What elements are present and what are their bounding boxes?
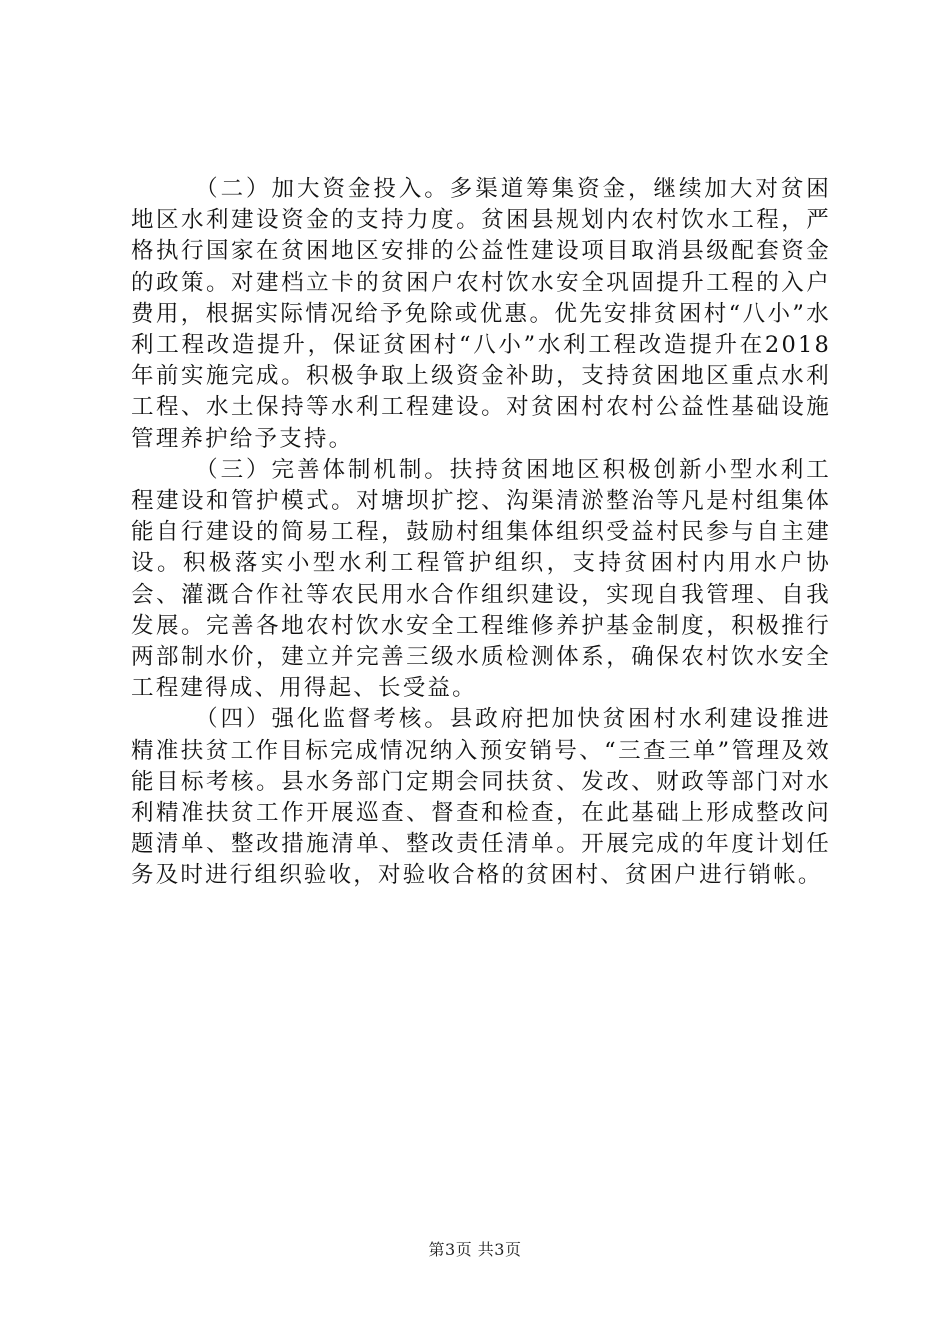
paragraph-supervision: （四）强化监督考核。县政府把加快贫困村水利建设推进精准扶贫工作目标完成情况纳入预安销号、“三查三单”管理及效能目标考核。县水务部门定期会同扶贫、发改、财政等部门对水利精准扶贫工作开展巡查、督查和检查，在此基础上形成整改问题清单、整改措施清单、整改责任清单。开展完成的年度计划任务及时进行组织验收，对验收合格的贫困村、贫困户进行销帐。 xyxy=(131,706,831,889)
paragraph-funding: （二）加大资金投入。多渠道筹集资金，继续加大对贫困地区水利建设资金的支持力度。贫困县规划内农村饮水工程，严格执行国家在贫困地区安排的公益性建设项目取消县级配套资金的政策。对建档立卡的贫困户农村饮水安全巩固提升工程的入户费用，根据实际情况给予免除或优惠。优先安排贫困村“八小”水利工程改造提升，保证贫困村“八小”水利工程改造提升在2018年前实施完成。积极争取上级资金补助，支持贫困地区重点水利工程、水土保持等水利工程建设。对贫困村农村公益性基础设施管理养护给予支持。 xyxy=(131,176,831,452)
page-number-footer: 第3页 共3页 xyxy=(428,1240,522,1259)
paragraph-mechanism: （三）完善体制机制。扶持贫困地区积极创新小型水利工程建设和管护模式。对塘坝扩挖、沟渠清淤整治等凡是村组集体能自行建设的简易工程，鼓励村组集体组织受益村民参与自主建设。积极落实小型水利工程管护组织，支持贫困村内用水户协会、灌溉合作社等农民用水合作组织建设，实现自我管理、自我发展。完善各地农村饮水安全工程维修养护基金制度，积极推行两部制水价，建立并完善三级水质检测体系，确保农村饮水安全工程建得成、用得起、长受益。 xyxy=(131,456,831,702)
document-body xyxy=(131,174,831,892)
